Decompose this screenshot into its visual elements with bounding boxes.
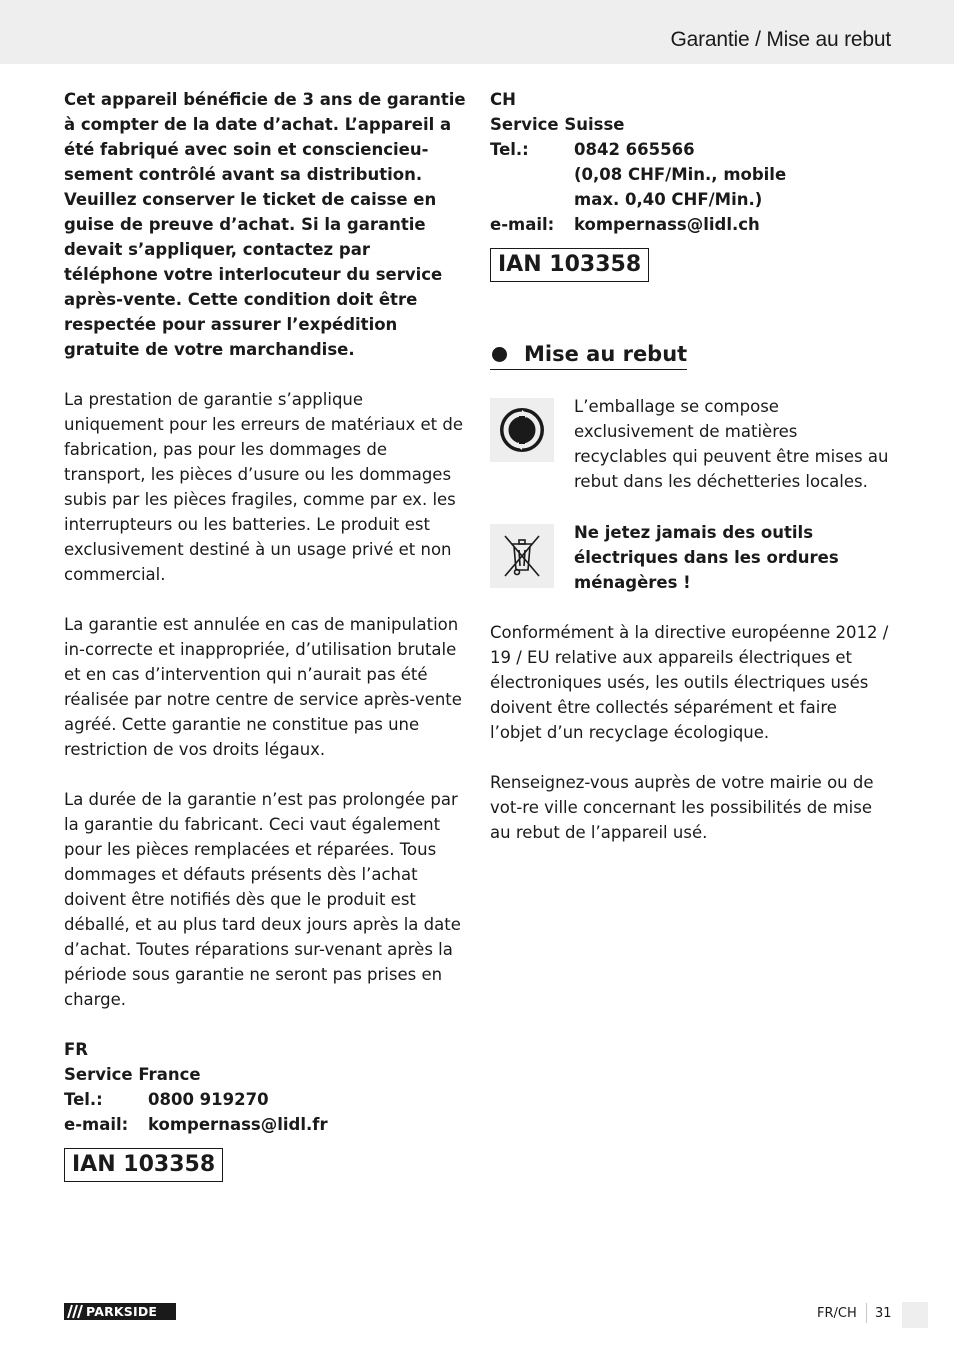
contact-rate-row bbox=[490, 162, 892, 187]
bullet-icon bbox=[492, 347, 507, 362]
contact-country: CH bbox=[490, 90, 516, 109]
ian-number-box: IAN 103358 bbox=[64, 1148, 223, 1182]
phone-rate-note-2: max. 0,40 CHF/Min.) bbox=[574, 190, 763, 209]
contact-service-name: Service France bbox=[64, 1065, 201, 1084]
bin-warning-text: Ne jetez jamais des outils électriques dans les ordures ménagères ! bbox=[574, 523, 839, 592]
service-contact-fr bbox=[64, 1037, 466, 1137]
footer-tab bbox=[902, 1302, 928, 1328]
warranty-void-paragraph: La garantie est annulée en cas de manipulation in-correcte et inappropriée, d’utilisation brutale et en cas d’intervention qui n’aurait pas été réalisée par notre centre de service après-vente agréé. Cette garantie ne constitue pas une restriction de vos droits légaux. bbox=[64, 615, 462, 759]
phone-number: 0842 665566 bbox=[574, 140, 695, 159]
disposal-info-text: Renseignez-vous auprès de votre mairie ou de vot-re ville concernant les possibilités de mise au rebut de l’appareil usé. bbox=[490, 773, 874, 842]
service-contact-ch bbox=[490, 87, 892, 237]
parkside-logo bbox=[64, 1303, 176, 1320]
contact-email-row bbox=[64, 1112, 466, 1137]
email-address: kompernass@lidl.ch bbox=[574, 215, 760, 234]
page-header bbox=[0, 0, 954, 64]
warranty-duration-paragraph: La durée de la garantie n’est pas prolongée par la garantie du fabricant. Ceci vaut également pour les pièces remplacées et réparées. Tous dommages et défauts présents dès l’achat doivent être notifiés dès que le produit est déballé, et au plus tard deux jours après la date d’achat. Toutes réparations sur-venant après la période sous garantie ne seront pas prises en charge. bbox=[64, 790, 461, 1009]
phone-label: Tel.: bbox=[64, 1090, 103, 1109]
warranty-scope-paragraph: La prestation de garantie s’applique uniquement pour les erreurs de matériaux et de fabrication, pas pour les dommages de transport, les pièces d’usure ou les dommages subis par les pièces fragiles, comme par ex. les interrupteurs ou les batteries. Le produit est exclusivement destiné à un usage privé et non commercial. bbox=[64, 390, 464, 584]
contact-country: FR bbox=[64, 1040, 88, 1059]
green-dot-recycling-icon bbox=[490, 398, 554, 462]
contact-service-name: Service Suisse bbox=[490, 115, 625, 134]
phone-rate-note: (0,08 CHF/Min., mobile bbox=[574, 165, 787, 184]
left-column bbox=[64, 87, 466, 1182]
email-label: e-mail: bbox=[490, 215, 555, 234]
ian-number-box: IAN 103358 bbox=[490, 248, 649, 282]
contact-rate-row-2 bbox=[490, 187, 892, 212]
weee-directive-text: Conformément à la directive européenne 2012 / 19 / EU relative aux appareils électriques et électroniques usés, les outils électriques usés doivent être collectés séparément et faire l’objet d’un recyclage écologique. bbox=[490, 623, 889, 742]
bin-warning bbox=[490, 520, 892, 595]
packaging-text: L’emballage se compose exclusivement de matières recyclables qui peuvent être mises au rebut dans les déchetteries locales. bbox=[574, 397, 889, 491]
right-column bbox=[490, 87, 892, 845]
page-title: Garantie / Mise au rebut bbox=[670, 28, 891, 51]
logo-stripes-icon bbox=[64, 1303, 86, 1320]
email-address: kompernass@lidl.fr bbox=[148, 1115, 328, 1134]
section-title: Mise au rebut bbox=[524, 342, 688, 366]
warranty-intro: Cet appareil bénéficie de 3 ans de garantie à compter de la date d’achat. L’appareil a été fabriqué avec soin et consciencieu-sement contrôlé avant sa distribution. Veuillez conserver le ticket de caisse en guise de preuve d’achat. Si la garantie devait s’appliquer, contactez par téléphone votre interlocuteur du service après-vente. Cette condition doit être respectée pour assurer l’expédition gratuite de votre marchandise. bbox=[64, 90, 466, 359]
packaging-info bbox=[490, 394, 892, 494]
footer-divider bbox=[866, 1303, 867, 1323]
crossed-bin-icon bbox=[490, 524, 554, 588]
language-code: FR/CH bbox=[817, 1306, 857, 1321]
disposal-section-heading bbox=[490, 340, 687, 370]
brand-name: PARKSIDE bbox=[86, 1304, 158, 1319]
phone-label: Tel.: bbox=[490, 140, 529, 159]
phone-number: 0800 919270 bbox=[148, 1090, 269, 1109]
contact-email-row bbox=[490, 212, 892, 237]
page-number: 31 bbox=[875, 1306, 892, 1321]
email-label: e-mail: bbox=[64, 1115, 129, 1134]
contact-phone-row bbox=[490, 137, 892, 162]
contact-phone-row bbox=[64, 1087, 466, 1112]
